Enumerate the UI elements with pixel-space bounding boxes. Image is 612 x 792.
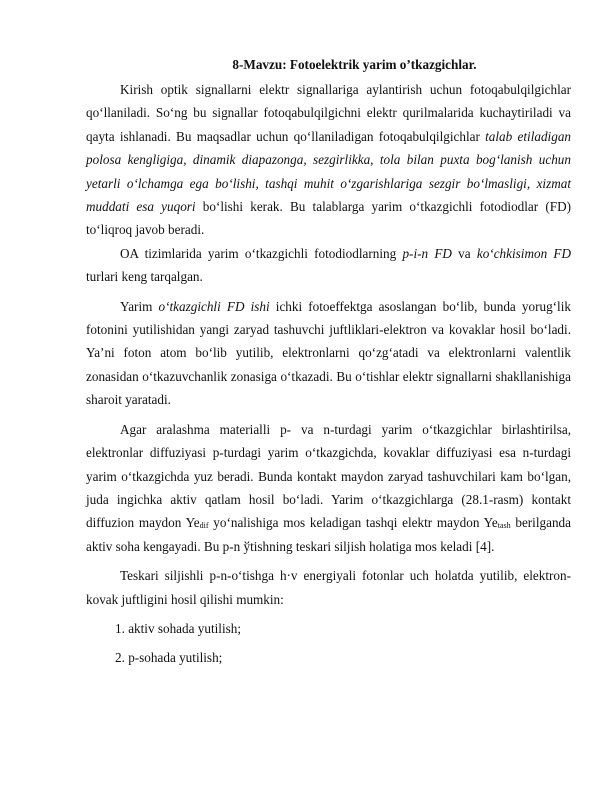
subscript-dif: dif — [199, 521, 209, 531]
paragraph-intro-text-b: bo‘lishi kerak. Bu talablarga yarim o‘tkazgichli fotodiodlar (FD) to‘liqroq javob beradi. — [86, 199, 571, 238]
list-item-active-region: 1. aktiv sohada yutilish; — [115, 620, 242, 636]
paragraph-pn-junction-text-a: Agar aralashma materialli p- va n-turdagi yarim o‘tkazgichlar birlashtirilsa, elektronlar diffuziyasi p-turdagi yarim o‘tkazgichda, kovaklar diffuziyasi esa n-turdagi yarim o‘tkazgichda yuz beradi. Bunda kontakt maydon zaryad tashuvchilari kam bo‘lgan, juda ingichka aktiv qatlam hosil bo‘ladi. Yarim o‘tkazgichlarga (28.1-rasm) kontakt diffuzion maydon Ye — [86, 421, 571, 531]
paragraph-fd-operation — [86, 295, 571, 412]
paragraph-intro-text-a: Kirish optik signallarni elektr signallariga aylantirish uchun fotoqabulqilgichlar qo‘llaniladi. So‘ng bu signallar fotoqabulqilgichni elektr qurilmalarida kuchaytiriladi va qayta ishlanadi. Bu maqsadlar uchun qo‘llaniladigan fotoqabulqilgichlar — [86, 82, 571, 144]
document-page — [86, 56, 571, 670]
paragraph-fd-types-text-c: turlari keng tarqalgan. — [86, 269, 203, 285]
paragraph-reverse-bias: Teskari siljishli p-n-o‘tishga h·v energiyali fotonlar uch holatda yutilib, elektron-kovak juftligini hosil qilishi mumkin: — [86, 568, 571, 607]
paragraph-fd-types — [86, 242, 571, 289]
list-item-p-region: 2. p-sohada yutilish; — [115, 650, 223, 666]
paragraph-fd-operation-emphasis: o‘tkazgichli FD ishi — [158, 298, 270, 314]
paragraph-fd-operation-text-b: ichki fotoeffektga asoslangan bo‘lib, bunda yorug‘lik fotonini yutilishidan yangi zaryad tashuvchi juftliklari-elektron va kovaklar hosil bo‘ladi. Ya’ni foton atom bo‘lib yutilib, elektronlarni qo‘zg‘atadi va elektronlarni valentlik zonasidan o‘tkazuvchanlik zonasiga o‘tkazadi. Bu o‘tishlar elektr signallarni shakllanishiga sharoit yaratadi. — [86, 298, 571, 408]
paragraph-pn-junction-text-c: berilganda aktiv soha kengayadi. Bu p-n ўtishning teskari siljish holatiga mos keladi [4]. — [86, 515, 572, 554]
paragraph-intro-emphasis: talab etiladigan polosa kengligiga, dinamik diapazonga, sezgirlikka, tola bilan puxta bog‘lanish uchun yetarli o‘lchamga ega bo‘lishi, tashqi muhit o‘zgarishlariga sezgir bo‘lmasligi, xizmat muddati esa yuqori — [86, 128, 572, 215]
document-title: 8-Mavzu: Fotoelektrik yarim o’tkazgichlar. — [232, 57, 477, 72]
subscript-tash: tash — [497, 521, 511, 531]
paragraph-fd-types-text-b: va — [451, 245, 477, 261]
paragraph-fd-types-text-a: OA tizimlarida yarim o‘tkazgichli fotodiodlarning — [120, 245, 403, 261]
paragraph-fd-types-pin: p-i-n FD — [402, 245, 452, 261]
paragraph-fd-operation-text-a: Yarim — [120, 298, 159, 314]
paragraph-fd-types-avalanche: ko‘chkisimon FD — [476, 245, 571, 261]
paragraph-pn-junction-text-b: yo‘nalishiga mos keladigan tashqi elektr maydon Ye — [208, 515, 498, 531]
paragraph-intro — [86, 78, 571, 242]
paragraph-pn-junction — [86, 418, 571, 558]
